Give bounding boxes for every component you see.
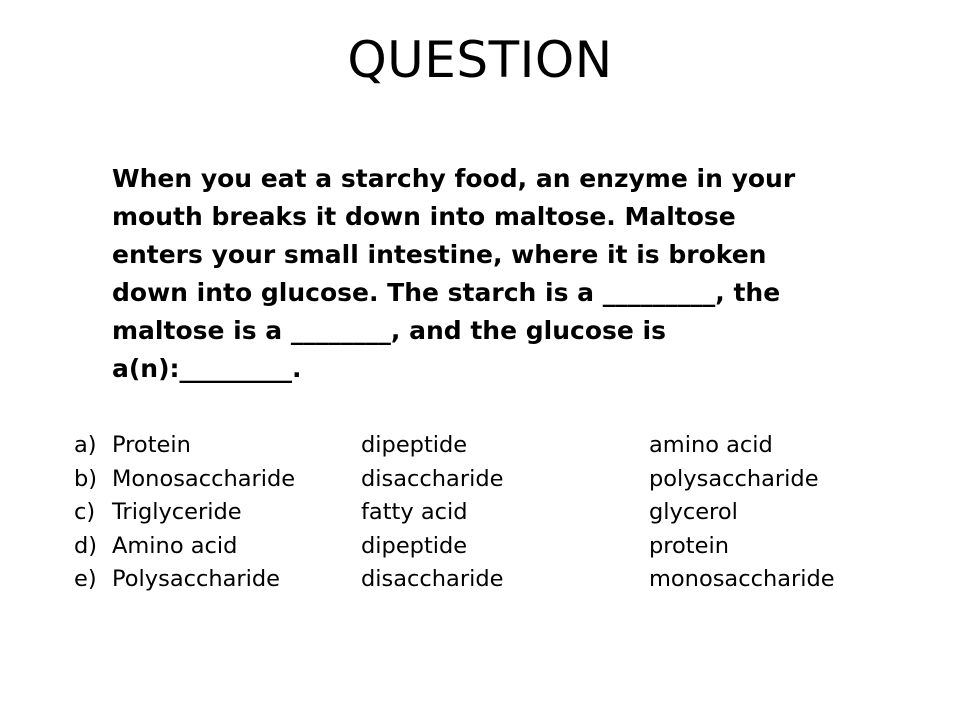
- question-line: When you eat a starchy food, an enzyme in your: [112, 164, 796, 193]
- option-letter: a): [74, 432, 97, 458]
- option-term-3: protein: [649, 532, 729, 559]
- question-text: [112, 160, 902, 388]
- option-letter: d): [74, 532, 98, 559]
- option-term-1: Amino acid: [112, 532, 238, 559]
- question-line: enters your small intestine, where it is broken: [112, 240, 767, 269]
- option-term-3: polysaccharide: [649, 465, 819, 492]
- question-line: mouth breaks it down into maltose. Maltose: [112, 202, 736, 231]
- option-term-3: monosaccharide: [649, 566, 835, 592]
- question-line: down into glucose. The starch is a _________, the: [112, 278, 781, 307]
- option-term-3: glycerol: [649, 499, 738, 525]
- option-term-2: disaccharide: [361, 566, 504, 592]
- option-term-2: dipeptide: [361, 432, 468, 458]
- option-term-1: Monosaccharide: [112, 465, 296, 492]
- question-line: maltose is a ________, and the glucose is: [112, 316, 667, 345]
- option-term-2: disaccharide: [361, 465, 504, 492]
- option-term-1: Triglyceride: [112, 499, 242, 525]
- option-term-1: Protein: [112, 432, 191, 458]
- option-letter: e): [74, 566, 97, 592]
- option-term-2: dipeptide: [361, 532, 468, 559]
- option-letter: c): [74, 499, 96, 525]
- slide-title: QUESTION: [347, 31, 613, 89]
- option-term-3: amino acid: [649, 432, 773, 458]
- question-line: a(n):_________.: [112, 354, 302, 383]
- option-letter: b): [74, 465, 98, 492]
- option-term-2: fatty acid: [361, 499, 468, 525]
- option-term-1: Polysaccharide: [112, 566, 281, 592]
